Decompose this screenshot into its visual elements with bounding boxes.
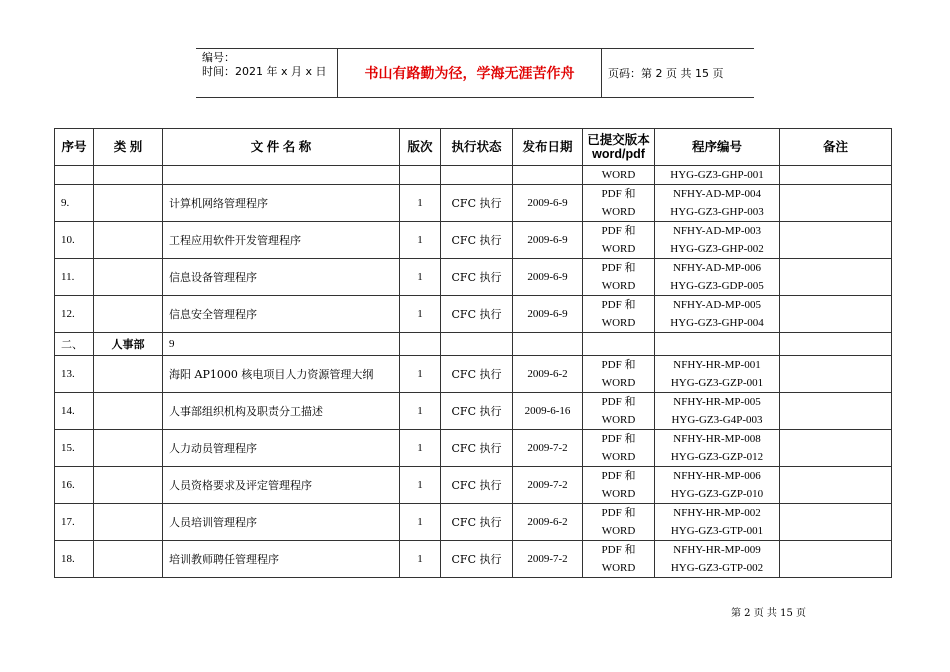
code-cell [655,541,780,578]
format-cell [583,296,655,333]
format-line2: WORD [601,377,636,389]
procedure-table [54,128,892,578]
table-row [55,296,892,333]
format-line2: WORD [601,280,636,292]
code-line2: HYG-GZ3-GZP-010 [670,488,764,500]
doc-name-cell: 人事部组织机构及职责分工描述 [163,393,400,430]
header-meta [196,49,338,97]
doc-name-cell: 海阳 AP1000 核电项目人力资源管理大纲 [163,356,400,393]
doc-name-cell: 人员资格要求及评定管理程序 [163,467,400,504]
remark-cell [780,541,892,578]
section-dept: 人事部 [94,333,163,356]
doc-name-cell: 人员培训管理程序 [163,504,400,541]
code-line1: NFHY-HR-MP-008 [673,433,761,445]
remark-cell [780,504,892,541]
number-label: 编号： [202,51,235,64]
seq-cell: 11. [55,259,94,296]
seq-cell: 10. [55,222,94,259]
code-line2: HYG-GZ3-GDP-005 [670,280,764,292]
version-cell: 1 [400,185,441,222]
format-line2: WORD [601,525,636,537]
version-cell: 1 [400,430,441,467]
date-cell: 2009-6-2 [513,356,583,393]
table-row [55,259,892,296]
version-cell: 1 [400,259,441,296]
seq-cell: 18. [55,541,94,578]
date-cell: 2009-6-9 [513,185,583,222]
category-cell [94,185,163,222]
header-status: 执行状态 [441,129,513,166]
header-doc-name: 文 件 名 称 [163,129,400,166]
format-cell: WORD [583,166,655,185]
header-category: 类 别 [94,129,163,166]
table-row [55,166,892,185]
category-cell [94,541,163,578]
version-cell: 1 [400,504,441,541]
section-row [55,333,892,356]
doc-name-cell: 工程应用软件开发管理程序 [163,222,400,259]
code-line2: HYG-GZ3-GTP-002 [670,562,764,574]
version-cell: 1 [400,393,441,430]
page-label: 页码：第 2 页 共 15 页 [608,67,724,80]
code-cell [655,185,780,222]
remark-cell [780,430,892,467]
table-row [55,393,892,430]
code-line1: NFHY-HR-MP-002 [673,507,761,519]
code-line2: HYG-GZ3-GZP-001 [670,377,764,389]
table-row [55,504,892,541]
page-footer: 第 2 页 共 15 页 [731,608,806,619]
seq-cell: 14. [55,393,94,430]
status-cell: CFC 执行 [441,356,513,393]
category-cell [94,504,163,541]
format-cell [583,467,655,504]
format-cell [583,541,655,578]
format-line2: WORD [601,562,636,574]
header-seq: 序号 [55,129,94,166]
category-cell [94,430,163,467]
date-cell: 2009-6-9 [513,259,583,296]
code-cell [655,393,780,430]
status-cell: CFC 执行 [441,259,513,296]
doc-name-cell: 人力动员管理程序 [163,430,400,467]
code-line1: NFHY-AD-MP-006 [672,262,761,274]
code-cell [655,504,780,541]
time-label: 时间：2021 年 x 月 x 日 [202,65,327,78]
table-header-row [55,129,892,166]
code-line2: HYG-GZ3-GHP-003 [670,206,764,218]
format-line1: PDF 和 [601,433,636,445]
category-cell [94,259,163,296]
code-line2: HYG-GZ3-GTP-001 [670,525,764,537]
remark-cell [780,393,892,430]
format-cell [583,185,655,222]
code-line1: NFHY-HR-MP-005 [673,396,761,408]
version-cell: 1 [400,222,441,259]
code-line2: HYG-GZ3-GHP-004 [670,317,764,329]
code-line2: HYG-GZ3-G4P-003 [671,414,763,426]
seq-cell: 12. [55,296,94,333]
format-line1: PDF 和 [601,544,636,556]
format-line1: PDF 和 [601,262,636,274]
table-row [55,430,892,467]
header-submitted [583,129,655,166]
date-cell: 2009-6-9 [513,296,583,333]
format-line2: WORD [601,206,636,218]
doc-name-cell: 信息设备管理程序 [163,259,400,296]
table-row [55,356,892,393]
code-line1: NFHY-AD-MP-005 [672,299,761,311]
format-line1: PDF 和 [601,299,636,311]
seq-cell: 9. [55,185,94,222]
status-cell: CFC 执行 [441,430,513,467]
doc-name-cell: 计算机网络管理程序 [163,185,400,222]
date-cell: 2009-7-2 [513,430,583,467]
format-line2: WORD [601,488,636,500]
seq-cell: 13. [55,356,94,393]
code-cell: HYG-GZ3-GHP-001 [655,166,780,185]
version-cell: 1 [400,541,441,578]
date-cell: 2009-6-2 [513,504,583,541]
status-cell: CFC 执行 [441,185,513,222]
code-line1: NFHY-HR-MP-006 [673,470,761,482]
status-cell: CFC 执行 [441,222,513,259]
header-submitted-line1: 已提交版本 [587,133,650,147]
date-cell: 2009-7-2 [513,467,583,504]
format-line1: PDF 和 [601,396,636,408]
table-row [55,541,892,578]
status-cell: CFC 执行 [441,504,513,541]
date-cell: 2009-6-16 [513,393,583,430]
seq-cell: 16. [55,467,94,504]
doc-name-cell: 信息安全管理程序 [163,296,400,333]
format-line1: PDF 和 [601,359,636,371]
table-row [55,222,892,259]
format-cell [583,504,655,541]
status-cell: CFC 执行 [441,467,513,504]
format-cell [583,430,655,467]
code-line1: NFHY-AD-MP-004 [672,188,761,200]
code-line2: HYG-GZ3-GZP-012 [670,451,764,463]
seq-cell: 17. [55,504,94,541]
version-cell: 1 [400,296,441,333]
header-code: 程序编号 [655,129,780,166]
format-line2: WORD [601,451,636,463]
format-cell [583,259,655,296]
header-submitted-line2: word/pdf [592,147,645,161]
format-cell [583,393,655,430]
remark-cell [780,259,892,296]
format-line1: PDF 和 [601,507,636,519]
code-line1: NFHY-AD-MP-003 [672,225,761,237]
format-cell [583,222,655,259]
status-cell: CFC 执行 [441,393,513,430]
code-cell [655,296,780,333]
doc-name-cell: 培训教师聘任管理程序 [163,541,400,578]
code-cell [655,467,780,504]
code-line2: HYG-GZ3-GHP-002 [670,243,764,255]
format-line1: PDF 和 [601,470,636,482]
table-row [55,467,892,504]
document-header [196,48,754,98]
date-cell: 2009-7-2 [513,541,583,578]
code-cell [655,259,780,296]
category-cell [94,356,163,393]
category-cell [94,467,163,504]
header-date: 发布日期 [513,129,583,166]
motto-text: 书山有路勤为径，学海无涯苦作舟 [338,49,602,97]
code-cell [655,356,780,393]
header-remark: 备注 [780,129,892,166]
code-cell [655,222,780,259]
date-cell: 2009-6-9 [513,222,583,259]
remark-cell [780,296,892,333]
format-line2: WORD [601,243,636,255]
code-cell [655,430,780,467]
code-line1: NFHY-HR-MP-001 [673,359,761,371]
format-line1: PDF 和 [601,225,636,237]
status-cell: CFC 执行 [441,541,513,578]
format-line2: WORD [601,317,636,329]
remark-cell [780,356,892,393]
code-line1: NFHY-HR-MP-009 [673,544,761,556]
category-cell [94,296,163,333]
format-line2: WORD [601,414,636,426]
section-count: 9 [163,333,400,356]
status-cell: CFC 执行 [441,296,513,333]
section-seq: 二、 [55,333,94,356]
version-cell: 1 [400,356,441,393]
seq-cell: 15. [55,430,94,467]
table-row [55,185,892,222]
header-version: 版次 [400,129,441,166]
remark-cell [780,185,892,222]
format-cell [583,356,655,393]
remark-cell [780,467,892,504]
format-line1: PDF 和 [601,188,636,200]
version-cell: 1 [400,467,441,504]
category-cell [94,222,163,259]
category-cell [94,393,163,430]
remark-cell [780,222,892,259]
